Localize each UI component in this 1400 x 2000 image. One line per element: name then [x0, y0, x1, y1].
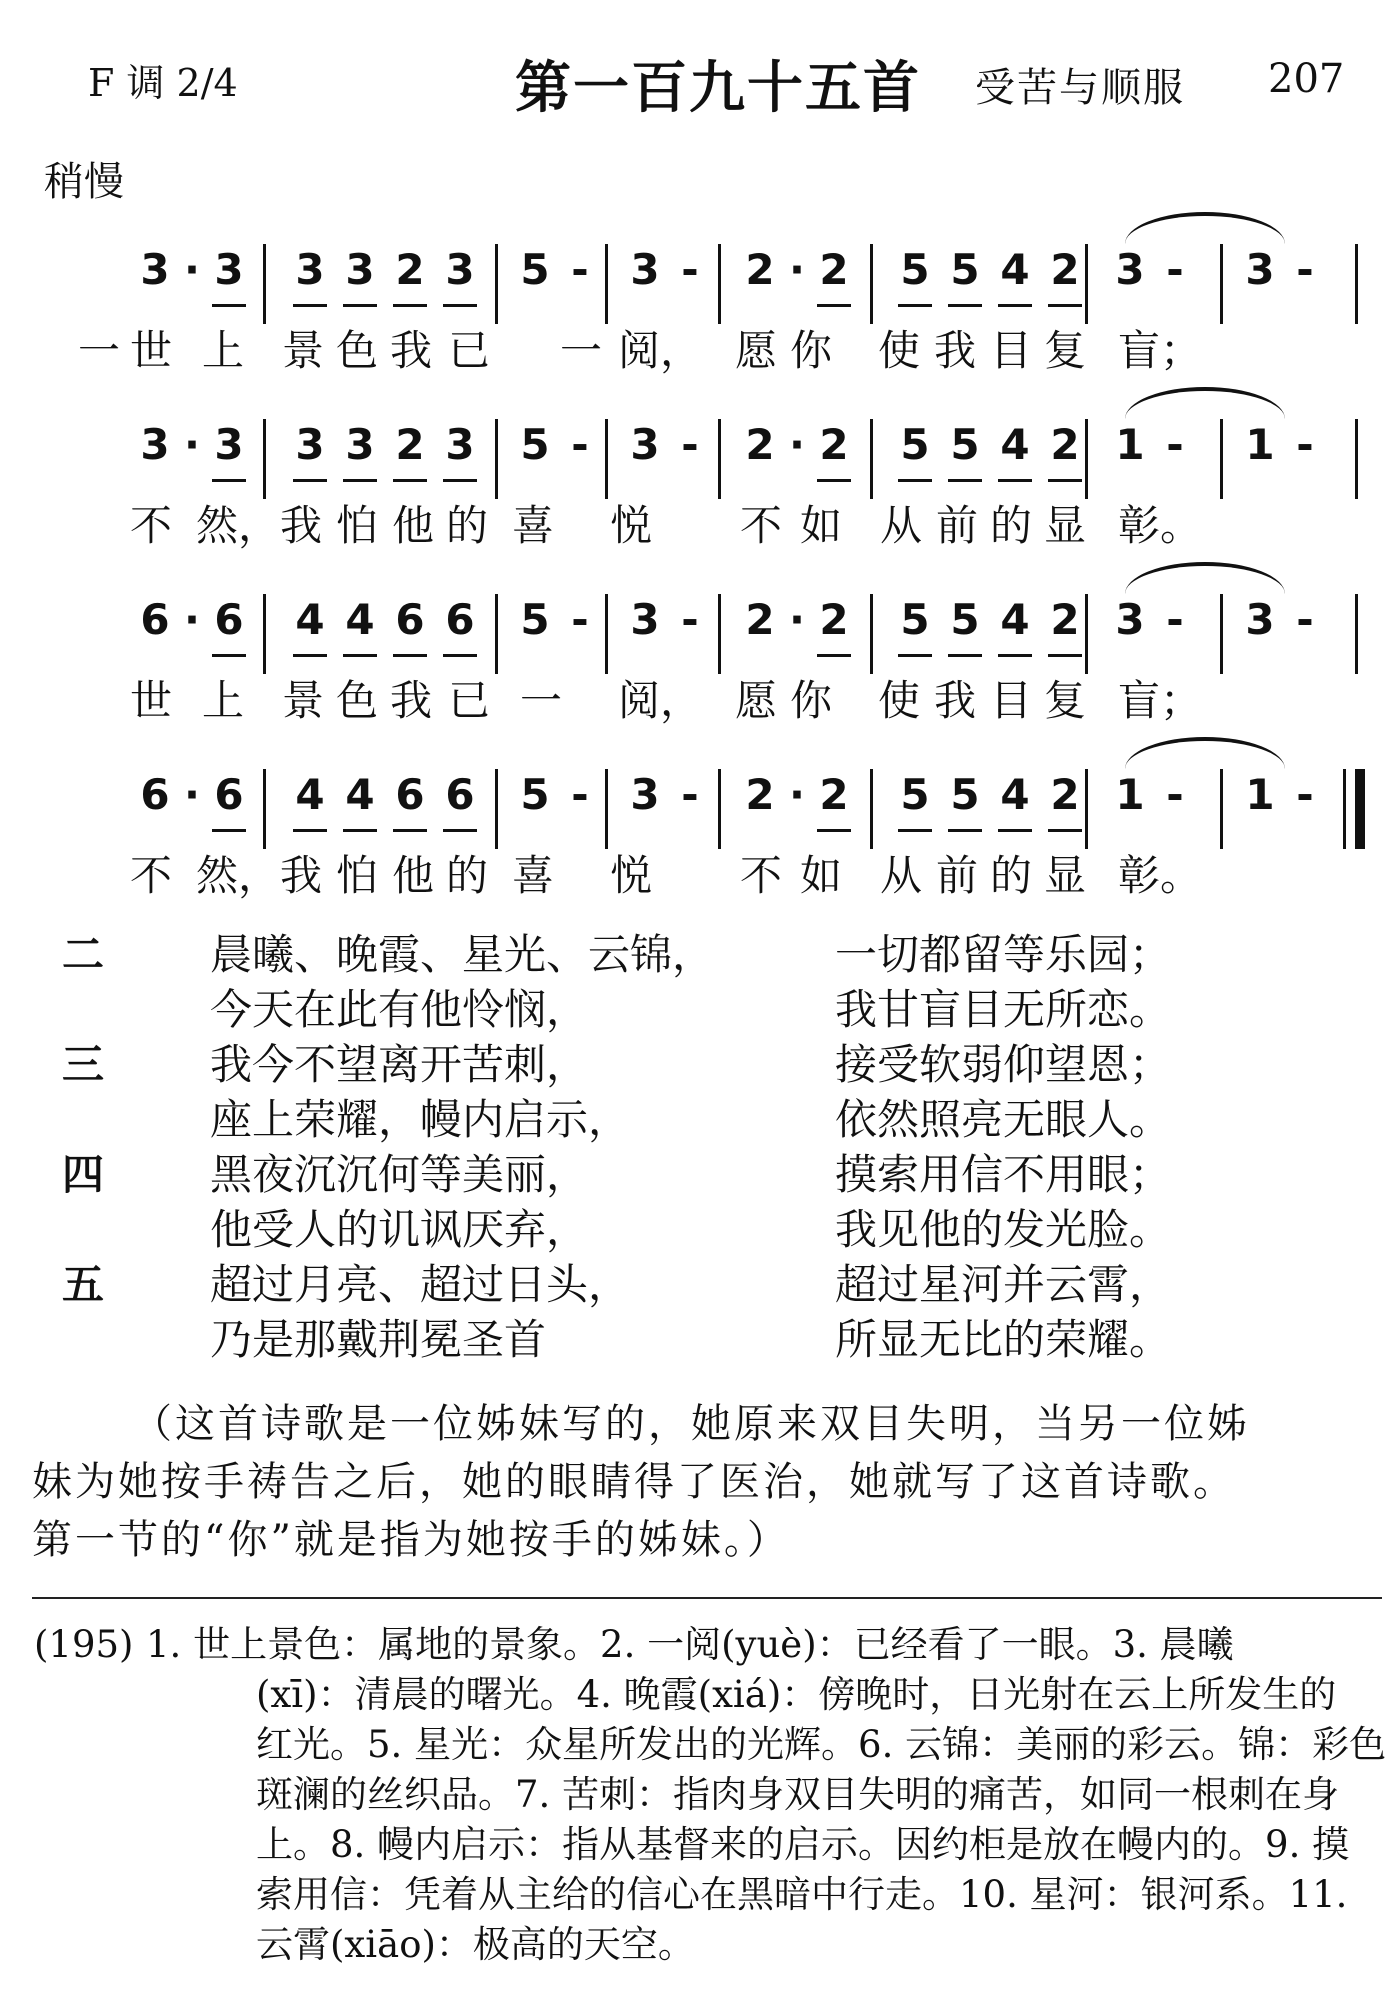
note: 1	[1115, 420, 1145, 469]
note: 3	[335, 415, 385, 475]
note: 5	[940, 590, 990, 650]
note: 2	[809, 590, 859, 650]
note: 3	[630, 420, 660, 469]
verse-number: 五	[62, 1260, 105, 1309]
footnote-label: (195)	[34, 1623, 134, 1666]
measure	[1105, 240, 1195, 330]
barline	[1220, 419, 1223, 499]
lyric-line	[0, 493, 1400, 553]
verse-line-right: 所显无比的荣耀。	[835, 1315, 1172, 1364]
note: 1	[1245, 770, 1275, 819]
score-line	[0, 590, 1400, 680]
measure	[1235, 415, 1325, 505]
measure	[735, 765, 859, 855]
barline	[870, 594, 873, 674]
lyric-syllable: 的	[446, 851, 489, 900]
tempo-marking: 稍慢	[44, 159, 124, 205]
verse-line-right: 我甘盲目无所恋。	[835, 985, 1172, 1034]
sustain-dash: -	[681, 245, 699, 294]
lyric-syllable: 我	[390, 676, 433, 725]
measure	[890, 240, 1090, 330]
lyric-syllable: 盲；	[1118, 326, 1203, 375]
barline	[605, 769, 608, 849]
note: 2	[1040, 590, 1090, 650]
note: 5	[520, 420, 550, 469]
footnote-body	[34, 1620, 1389, 1970]
note: 3	[630, 245, 660, 294]
verse-line-left: 黑夜沉沉何等美丽，	[210, 1150, 589, 1199]
verse-line-right: 超过星河并云霄，	[835, 1260, 1172, 1309]
lyric-syllable: 从	[880, 851, 923, 900]
verse-line-left: 座上荣耀，幔内启示，	[210, 1095, 631, 1144]
dot-mark: ·	[184, 420, 200, 469]
lyric-syllable: 世	[130, 676, 173, 725]
lyric-syllable: 喜	[512, 501, 555, 550]
note: 3	[1245, 245, 1275, 294]
lyric-syllable: 彰。	[1118, 851, 1203, 900]
final-barline	[1355, 769, 1365, 849]
barline	[495, 419, 498, 499]
note: 3	[1115, 595, 1145, 644]
barline	[718, 244, 721, 324]
lyric-syllable: 你	[790, 676, 833, 725]
verse-number: 四	[62, 1150, 105, 1199]
measure	[735, 590, 859, 680]
measure	[510, 415, 600, 505]
verse-line-right: 依然照亮无眼人。	[835, 1095, 1172, 1144]
barline	[1085, 244, 1088, 324]
lyric-line	[0, 318, 1400, 378]
measure	[285, 765, 485, 855]
lyric-syllable: 的	[990, 501, 1033, 550]
barline	[1355, 244, 1358, 324]
note: 6	[385, 590, 435, 650]
note: 5	[520, 770, 550, 819]
measure	[1105, 415, 1195, 505]
lyric-syllable: 阅，	[618, 676, 703, 725]
barline	[718, 594, 721, 674]
note: 2	[1040, 240, 1090, 300]
verse-line-right: 摸索用信不用眼；	[835, 1150, 1172, 1199]
author-note-line: （这首诗歌是一位姊妹写的，她原来双目失明，当另一位姊	[132, 1401, 1250, 1447]
note: 5	[890, 415, 940, 475]
note: 4	[285, 590, 335, 650]
measure	[130, 415, 254, 505]
verse-line-left: 乃是那戴荆冕圣首	[210, 1315, 547, 1364]
lyric-syllable: 然，	[196, 851, 281, 900]
tie-arc	[1125, 387, 1285, 419]
lyric-syllable: 不	[740, 501, 783, 550]
note: 6	[435, 765, 485, 825]
sustain-dash: -	[1166, 595, 1184, 644]
verse-number: 三	[62, 1040, 105, 1089]
footnote-line: 上。8. 幔内启示：指从基督来的启示。因约柜是放在幔内的。9. 摸	[256, 1823, 1350, 1866]
lyric-syllable: 一	[78, 326, 121, 375]
footnote-line: 1. 世上景色：属地的景象。2. 一阅(yuè)：已经看了一眼。3. 晨曦	[146, 1623, 1234, 1666]
note: 2	[745, 420, 775, 469]
note: 5	[890, 240, 940, 300]
footnote-line: 云霄(xiāo)：极高的天空。	[256, 1923, 695, 1966]
lyric-syllable: 不	[740, 851, 783, 900]
note: 3	[1245, 595, 1275, 644]
note: 3	[435, 415, 485, 475]
measure	[285, 415, 485, 505]
note: 1	[1245, 420, 1275, 469]
verse-line-left: 他受人的讥讽厌弃，	[210, 1205, 589, 1254]
barline	[605, 419, 608, 499]
author-note-line: 妹为她按手祷告之后，她的眼睛得了医治，她就写了这首诗歌。	[32, 1459, 1236, 1505]
lyric-syllable: 使	[878, 326, 921, 375]
barline	[1220, 244, 1223, 324]
barline	[263, 419, 266, 499]
note: 2	[809, 765, 859, 825]
measure	[130, 240, 254, 330]
lyric-syllable: 上	[202, 676, 245, 725]
sustain-dash: -	[1166, 420, 1184, 469]
footnotes	[34, 1620, 1389, 1970]
sustain-dash: -	[1296, 595, 1314, 644]
verse-line-left: 今天在此有他怜悯，	[210, 985, 589, 1034]
lyric-syllable: 愿	[735, 676, 778, 725]
verse-number: 二	[62, 930, 105, 979]
note: 6	[435, 590, 485, 650]
note: 2	[745, 770, 775, 819]
lyric-syllable: 不	[130, 501, 173, 550]
note: 4	[335, 765, 385, 825]
lyric-syllable: 你	[790, 326, 833, 375]
measure	[620, 415, 710, 505]
verse-line-left: 晨曦、晚霞、星光、云锦，	[210, 930, 715, 979]
lyric-syllable: 悦	[610, 851, 653, 900]
tie-arc	[1125, 737, 1285, 769]
measure	[510, 240, 600, 330]
measure	[735, 240, 859, 330]
note: 4	[990, 415, 1040, 475]
sustain-dash: -	[571, 770, 589, 819]
measure	[510, 590, 600, 680]
measure	[1235, 240, 1325, 330]
barline	[870, 419, 873, 499]
barline	[1355, 594, 1358, 674]
lyric-syllable: 一	[560, 326, 603, 375]
tie-arc	[1125, 562, 1285, 594]
measure	[285, 240, 485, 330]
lyric-syllable: 显	[1044, 851, 1087, 900]
lyric-syllable: 我	[390, 326, 433, 375]
sustain-dash: -	[571, 245, 589, 294]
verse-line-right: 我见他的发光脸。	[835, 1205, 1172, 1254]
footnote-line: (xī)：清晨的曙光。4. 晚霞(xiá)：傍晚时，日光射在云上所发生的	[256, 1673, 1337, 1716]
barline	[718, 419, 721, 499]
barline	[1220, 594, 1223, 674]
note: 2	[745, 245, 775, 294]
lyric-syllable: 已	[448, 676, 491, 725]
verse-line-left: 我今不望离开苦刺，	[210, 1040, 589, 1089]
lyric-syllable: 他	[392, 851, 435, 900]
measure	[1105, 765, 1195, 855]
lyric-syllable: 景	[282, 676, 325, 725]
lyric-syllable: 目	[990, 676, 1033, 725]
verse-line-left: 超过月亮、超过日头，	[210, 1260, 631, 1309]
lyric-syllable: 喜	[512, 851, 555, 900]
lyric-syllable: 我	[934, 326, 977, 375]
score-line	[0, 240, 1400, 330]
note: 3	[335, 240, 385, 300]
lyric-syllable: 世	[130, 326, 173, 375]
note: 2	[1040, 765, 1090, 825]
lyric-syllable: 不	[130, 851, 173, 900]
note: 6	[385, 765, 435, 825]
lyric-syllable: 怕	[336, 501, 379, 550]
footnote-line: 斑澜的丝织品。7. 苦刺：指肉身双目失明的痛苦，如同一根刺在身	[256, 1773, 1340, 1816]
lyric-syllable: 阅，	[618, 326, 703, 375]
note: 4	[990, 765, 1040, 825]
sustain-dash: -	[681, 420, 699, 469]
dot-mark: ·	[184, 770, 200, 819]
measure	[620, 590, 710, 680]
note: 3	[630, 595, 660, 644]
lyric-syllable: 上	[202, 326, 245, 375]
barline	[1085, 594, 1088, 674]
lyric-syllable: 使	[878, 676, 921, 725]
note: 2	[1040, 415, 1090, 475]
lyric-syllable: 他	[392, 501, 435, 550]
lyric-syllable: 我	[280, 851, 323, 900]
hymn-category: 受苦与顺服	[975, 65, 1185, 111]
lyric-syllable: 显	[1044, 501, 1087, 550]
lyric-syllable: 盲；	[1118, 676, 1203, 725]
measure	[1105, 590, 1195, 680]
measure	[890, 590, 1090, 680]
lyric-syllable: 色	[336, 326, 379, 375]
note: 2	[809, 240, 859, 300]
note: 3	[140, 420, 170, 469]
note: 5	[890, 590, 940, 650]
author-note	[32, 1395, 1387, 1569]
measure	[1235, 590, 1325, 680]
note: 3	[1115, 245, 1145, 294]
note: 3	[435, 240, 485, 300]
barline	[718, 769, 721, 849]
score-line	[0, 765, 1400, 855]
note: 5	[940, 415, 990, 475]
note: 5	[890, 765, 940, 825]
lyric-syllable: 如	[800, 501, 843, 550]
barline	[605, 594, 608, 674]
measure	[130, 765, 254, 855]
barline	[263, 594, 266, 674]
measure	[735, 415, 859, 505]
lyric-syllable: 愿	[735, 326, 778, 375]
note: 5	[940, 240, 990, 300]
note: 3	[204, 415, 254, 475]
footnote-line: 红光。5. 星光：众星所发出的光辉。6. 云锦：美丽的彩云。锦：彩色	[256, 1723, 1387, 1766]
lyric-syllable: 复	[1044, 326, 1087, 375]
barline	[263, 769, 266, 849]
footnote-line: 索用信：凭着从主给的信心在黑暗中行走。10. 星河：银河系。11.	[256, 1873, 1348, 1916]
lyric-syllable: 彰。	[1118, 501, 1203, 550]
sustain-dash: -	[681, 770, 699, 819]
page-number: 207	[1268, 56, 1345, 102]
lyric-syllable: 色	[336, 676, 379, 725]
barline	[605, 244, 608, 324]
measure	[890, 765, 1090, 855]
note: 3	[204, 240, 254, 300]
note: 1	[1115, 770, 1145, 819]
barline	[1085, 419, 1088, 499]
dot-mark: ·	[789, 420, 805, 469]
note: 4	[285, 765, 335, 825]
key-and-time-signature: F 调 2/4	[88, 61, 238, 105]
dot-mark: ·	[789, 595, 805, 644]
barline	[1343, 769, 1346, 849]
note: 4	[990, 240, 1040, 300]
author-note-line: 第一节的“你”就是指为她按手的姊妹。）	[32, 1517, 790, 1563]
measure	[890, 415, 1090, 505]
lyric-syllable: 悦	[610, 501, 653, 550]
dot-mark: ·	[789, 245, 805, 294]
lyric-syllable: 复	[1044, 676, 1087, 725]
note: 5	[520, 595, 550, 644]
note: 2	[385, 415, 435, 475]
lyric-syllable: 我	[280, 501, 323, 550]
tie-arc	[1125, 212, 1285, 244]
measure	[1235, 765, 1325, 855]
measure	[620, 240, 710, 330]
lyric-syllable: 怕	[336, 851, 379, 900]
measure	[620, 765, 710, 855]
measure	[510, 765, 600, 855]
dot-mark: ·	[789, 770, 805, 819]
lyric-syllable: 景	[282, 326, 325, 375]
note: 6	[204, 765, 254, 825]
note: 3	[630, 770, 660, 819]
note: 3	[285, 415, 335, 475]
barline	[1220, 769, 1223, 849]
barline	[495, 594, 498, 674]
barline	[870, 769, 873, 849]
sustain-dash: -	[1296, 420, 1314, 469]
measure	[285, 590, 485, 680]
barline	[495, 769, 498, 849]
sustain-dash: -	[1296, 770, 1314, 819]
note: 2	[385, 240, 435, 300]
note: 6	[204, 590, 254, 650]
note: 6	[140, 595, 170, 644]
lyric-syllable: 目	[990, 326, 1033, 375]
sustain-dash: -	[1296, 245, 1314, 294]
lyric-syllable: 已	[448, 326, 491, 375]
lyric-syllable: 如	[800, 851, 843, 900]
footnote-divider	[32, 1597, 1382, 1599]
dot-mark: ·	[184, 245, 200, 294]
note: 2	[809, 415, 859, 475]
lyric-syllable: 然，	[196, 501, 281, 550]
lyric-syllable: 前	[936, 501, 979, 550]
note: 2	[745, 595, 775, 644]
measure	[130, 590, 254, 680]
note: 3	[285, 240, 335, 300]
verse-line-right: 一切都留等乐园；	[835, 930, 1172, 979]
note: 5	[940, 765, 990, 825]
hymn-title: 第一百九十五首	[515, 56, 921, 121]
lyric-syllable: 前	[936, 851, 979, 900]
lyric-syllable: 的	[446, 501, 489, 550]
score-line	[0, 415, 1400, 505]
verse-line-right: 接受软弱仰望恩；	[835, 1040, 1172, 1089]
sustain-dash: -	[571, 595, 589, 644]
barline	[1085, 769, 1088, 849]
note: 5	[520, 245, 550, 294]
barline	[495, 244, 498, 324]
barline	[1355, 419, 1358, 499]
sustain-dash: -	[681, 595, 699, 644]
lyric-line	[0, 668, 1400, 728]
note: 4	[335, 590, 385, 650]
dot-mark: ·	[184, 595, 200, 644]
lyric-syllable: 一	[520, 676, 563, 725]
lyric-syllable: 我	[934, 676, 977, 725]
barline	[870, 244, 873, 324]
sustain-dash: -	[1166, 245, 1184, 294]
barline	[263, 244, 266, 324]
sustain-dash: -	[571, 420, 589, 469]
note: 6	[140, 770, 170, 819]
sustain-dash: -	[1166, 770, 1184, 819]
note: 3	[140, 245, 170, 294]
lyric-line	[0, 843, 1400, 903]
lyric-syllable: 从	[880, 501, 923, 550]
note: 4	[990, 590, 1040, 650]
lyric-syllable: 的	[990, 851, 1033, 900]
